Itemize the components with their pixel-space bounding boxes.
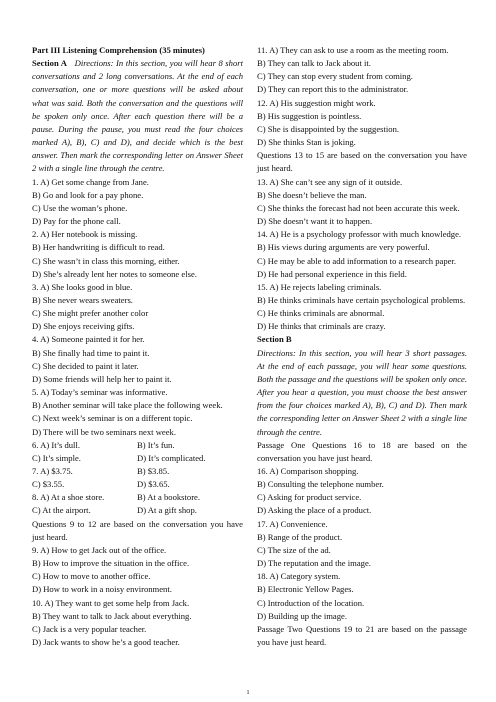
answer-option: 4. A) Someone painted it for her. xyxy=(32,334,145,345)
answer-option: 3. A) She looks good in blue. xyxy=(32,281,133,292)
section-b-label: Section B xyxy=(257,334,292,345)
answer-option: D) There will be two seminars next week. xyxy=(32,426,176,437)
questions-13-15 xyxy=(257,176,467,334)
answer-option: 16. A) Comparison shopping. xyxy=(257,466,359,476)
answer-option: D) The reputation and the image. xyxy=(257,558,371,569)
answer-option: D) They can report this to the administrator. xyxy=(257,84,409,95)
answer-option-pair xyxy=(32,439,243,452)
answer-option: B) Another seminar will take place the following week. xyxy=(32,400,223,411)
part-title: Part III Listening Comprehension (35 minutes) xyxy=(32,45,205,55)
answer-option: 15. A) He rejects labeling criminals. xyxy=(257,281,382,292)
answer-option: D) She’s already lent her notes to someone else. xyxy=(32,268,197,279)
answer-option: B) Range of the product. xyxy=(257,531,343,542)
answer-option: D) Some friends will help her to paint it. xyxy=(32,373,172,384)
passage-two-intro: Passage Two Questions 19 to 21 are based on the passage you have just heard. xyxy=(257,623,467,648)
answer-option: B) How to improve the situation in the office. xyxy=(32,558,190,569)
answer-option: B) At a bookstore. xyxy=(137,492,201,503)
answer-option: C) Introduction of the location. xyxy=(257,597,365,608)
answer-option: B) Her handwriting is difficult to read. xyxy=(32,242,165,253)
answer-option: 5. A) Today’s seminar was informative. xyxy=(32,387,168,398)
answer-option: C) The size of the ad. xyxy=(257,544,331,555)
questions-1-5 xyxy=(32,176,243,439)
answer-option: C) Jack is a very popular teacher. xyxy=(32,623,147,634)
answer-option: 18. A) Category system. xyxy=(257,571,341,582)
answer-option: D) It’s complicated. xyxy=(137,452,206,463)
answer-option: C) He may be able to add information to a research paper. xyxy=(257,255,457,266)
answer-option: D) Pay for the phone call. xyxy=(32,216,121,227)
section-a-label: Section A xyxy=(32,58,68,69)
questions-9-10 xyxy=(32,544,243,649)
answer-option: B) His suggestion is pointless. xyxy=(257,110,362,121)
answer-option: B) They can talk to Jack about it. xyxy=(257,58,371,69)
answer-option: 9. A) How to get Jack out of the office. xyxy=(32,544,167,555)
right-column xyxy=(257,44,467,649)
answer-option: 1. A) Get some change from Jane. xyxy=(32,176,149,187)
page-number: 1 xyxy=(246,689,250,696)
answer-option: C) She thinks the forecast had not been accurate this week. xyxy=(257,202,460,213)
answer-option: C) How to move to another office. xyxy=(32,571,151,582)
answer-option: B) Go and look for a pay phone. xyxy=(32,189,144,200)
answer-option: D) He had personal experience in this field. xyxy=(257,268,407,279)
answer-option: 12. A) His suggestion might work. xyxy=(257,97,376,108)
answer-option-pair xyxy=(32,491,243,504)
answer-option: 10. A) They want to get some help from Jack. xyxy=(32,597,190,608)
answer-option: C) She is disappointed by the suggestion. xyxy=(257,123,400,134)
answer-option: C) $3.55. xyxy=(32,479,65,490)
answer-option: B) Electronic Yellow Pages. xyxy=(257,584,354,595)
questions-11-12 xyxy=(257,44,467,149)
answer-option: D) Asking the place of a product. xyxy=(257,505,372,516)
answer-option: D) He thinks that criminals are crazy. xyxy=(257,321,386,332)
answer-option: D) Jack wants to show he’s a good teacher. xyxy=(32,637,180,648)
section-b-directions: Directions: In this section, you will hear 3 short passages. At the end of each passage, you will hear some questions. Both the passage and the questions will be spoken only once. After you hear a question, you must choose the best answer from the four choices marked A), B), C) and D). Then mark the corresponding letter on Answer Sheet 2 with a single line through the centre. xyxy=(257,347,467,437)
answer-option: B) She never wears sweaters. xyxy=(32,294,133,305)
section-a-directions xyxy=(32,57,243,175)
answer-option: C) He thinks criminals are abnormal. xyxy=(257,308,385,319)
answer-option-pair xyxy=(32,478,243,491)
answer-option: D) Building up the image. xyxy=(257,610,347,621)
answer-option: B) She finally had time to paint it. xyxy=(32,347,150,358)
answer-option: D) She enjoys receiving gifts. xyxy=(32,321,135,332)
answer-option-pair xyxy=(32,465,243,478)
answer-option: 8. A) At a shoe store. xyxy=(32,492,105,503)
questions-16-18 xyxy=(257,465,467,623)
answer-option: C) Use the woman’s phone. xyxy=(32,202,128,213)
answer-option: B) Consulting the telephone number. xyxy=(257,479,384,490)
answer-option: C) They can stop every student from coming. xyxy=(257,71,413,82)
answer-option-pair xyxy=(32,504,243,517)
answer-option: C) She might prefer another color xyxy=(32,308,149,319)
answer-option: D) How to work in a noisy environment. xyxy=(32,584,172,595)
answer-option: 6. A) It’s dull. xyxy=(32,439,80,450)
q9-12-intro: Questions 9 to 12 are based on the conversation you have just heard. xyxy=(32,518,243,542)
answer-option: C) She wasn’t in class this morning, either. xyxy=(32,255,180,266)
questions-6-8 xyxy=(32,439,243,518)
section-a-directions-text: Directions: In this section, you will hear 8 short conversations and 2 long conversations. At the end of each conversation, one or more questions will be asked about what was said. Both the conversation and the questions will be spoken only once. After each question there will be a pause. During the pause, you must read the four choices marked A), B), C) and D), and decide which is the best answer. Then mark the corresponding letter on Answer Sheet 2 with a single line through the centre. xyxy=(32,58,243,174)
answer-option: B) His views during arguments are very powerful. xyxy=(257,242,430,253)
answer-option: B) It’s fun. xyxy=(137,439,175,450)
answer-option: C) Next week’s seminar is on a different topic. xyxy=(32,413,193,424)
answer-option: B) He thinks criminals have certain psychological problems. xyxy=(257,294,466,305)
answer-option: 7. A) $3.75. xyxy=(32,466,73,476)
left-column xyxy=(32,44,243,649)
answer-option: 17. A) Convenience. xyxy=(257,518,328,529)
answer-option: D) At a gift shop. xyxy=(137,505,197,516)
answer-option-pair xyxy=(32,452,243,465)
answer-option: D) She doesn’t want it to happen. xyxy=(257,216,373,227)
passage-one-intro: Passage One Questions 16 to 18 are based on the conversation you have just heard. xyxy=(257,439,467,463)
answer-option: D) $3.65. xyxy=(137,479,170,490)
answer-option: C) At the airport. xyxy=(32,505,91,516)
answer-option: 13. A) She can’t see any sign of it outside. xyxy=(257,176,403,187)
answer-option: 2. A) Her notebook is missing. xyxy=(32,229,138,240)
answer-option: C) Asking for product service. xyxy=(257,492,362,503)
answer-option: 11. A) They can ask to use a room as the meeting room. xyxy=(257,45,449,55)
answer-option: B) They want to talk to Jack about everything. xyxy=(32,610,192,621)
answer-option: C) It’s simple. xyxy=(32,452,81,463)
answer-option: D) She thinks Stan is joking. xyxy=(257,137,356,148)
answer-option: B) $3.85. xyxy=(137,466,170,476)
q13-15-intro: Questions 13 to 15 are based on the conversation you have just heard. xyxy=(257,150,467,174)
answer-option: C) She decided to paint it later. xyxy=(32,360,139,371)
answer-option: 14. A) He is a psychology professor with much knowledge. xyxy=(257,229,462,240)
answer-option: B) She doesn’t believe the man. xyxy=(257,189,367,200)
